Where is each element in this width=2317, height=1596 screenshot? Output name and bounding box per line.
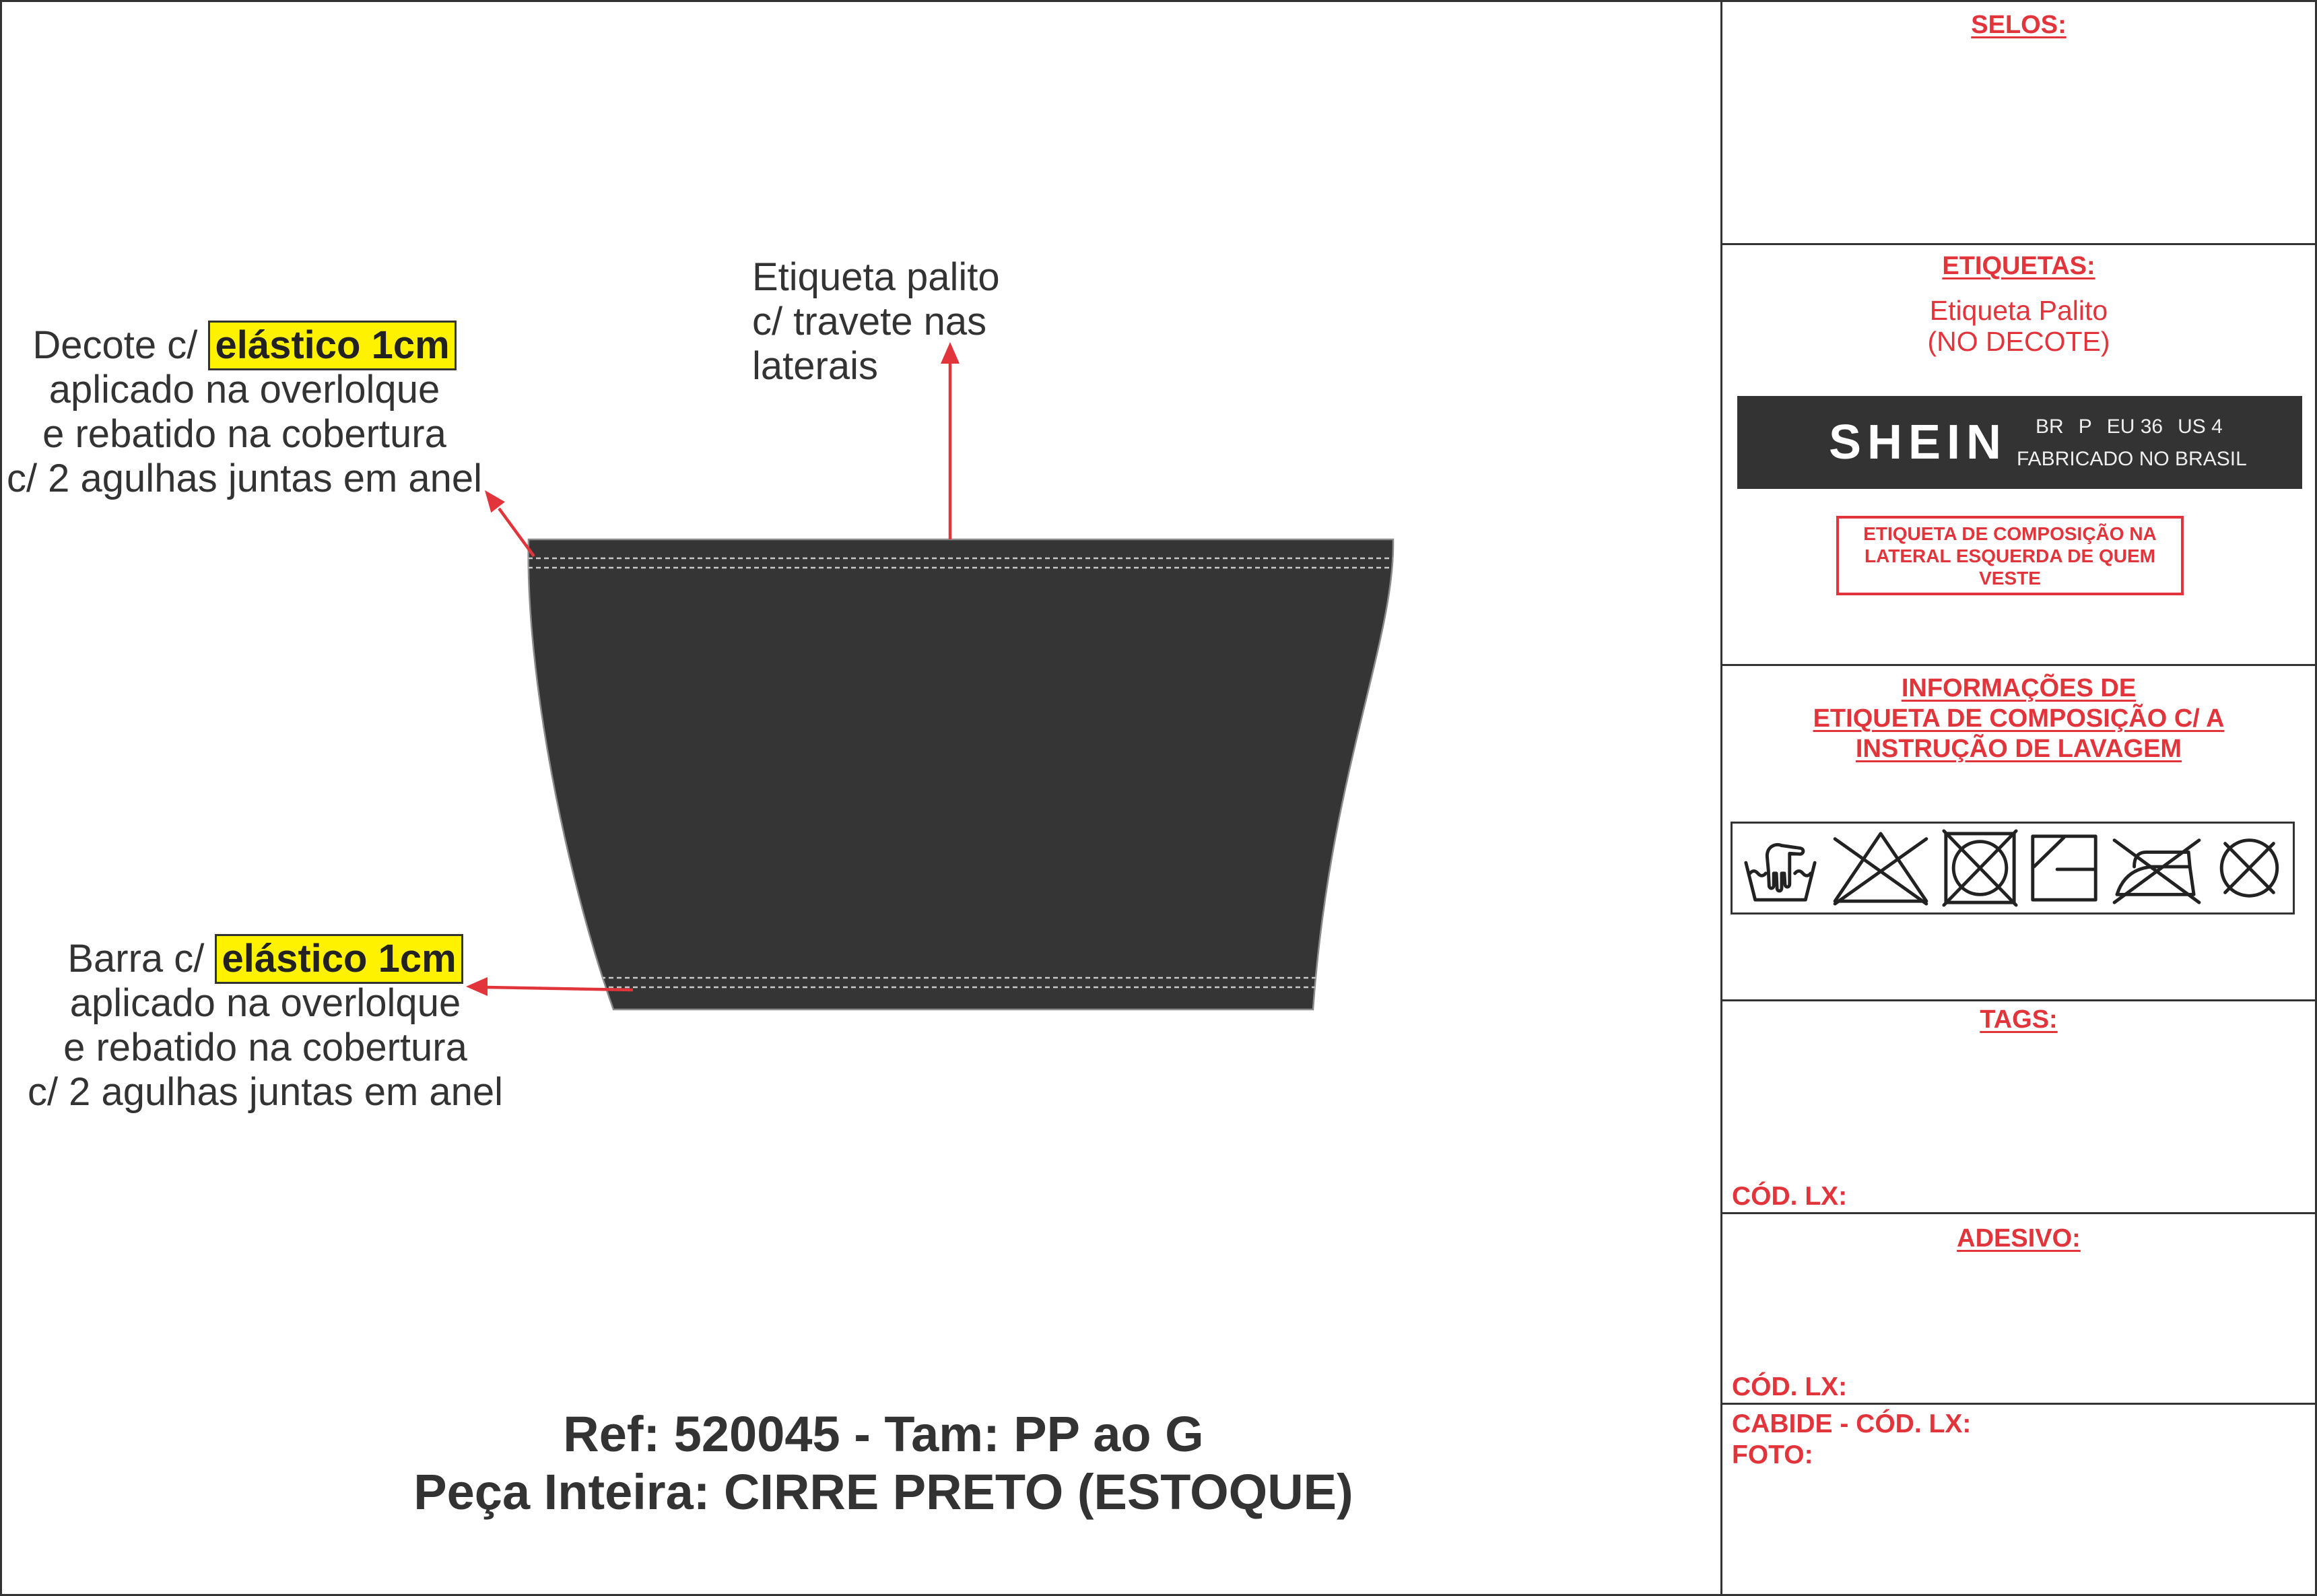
panel-divider	[1720, 1212, 2317, 1214]
neckline-note-line: aplicado na overlolque	[48, 368, 440, 411]
composition-title-line: INSTRUÇÃO DE LAVAGEM	[1855, 735, 2182, 763]
adesivo-code-label: CÓD. LX:	[1732, 1372, 1848, 1401]
tags-code-label: CÓD. LX:	[1732, 1182, 1848, 1211]
reference-line: Ref: 520045 - Tam: PP ao G	[563, 1406, 1204, 1462]
do-not-tumble-dry-icon	[1941, 828, 2019, 908]
label-note-line: Etiqueta palito	[752, 255, 1000, 299]
size-value: P	[2078, 415, 2092, 438]
etiquetas-description	[1722, 295, 2315, 357]
composition-note-box	[1836, 516, 2184, 595]
composition-info-title	[1722, 673, 2315, 764]
adesivo-title-text: ADESIVO:	[1957, 1224, 2081, 1253]
etiquetas-title	[1722, 251, 2315, 281]
etiquetas-line: Etiqueta Palito	[1929, 295, 2108, 326]
neckline-arrow	[485, 490, 534, 556]
panel-divider	[1720, 1403, 2317, 1405]
etiquetas-line: (NO DECOTE)	[1927, 326, 2110, 357]
etiquetas-title-text: ETIQUETAS:	[1942, 252, 2095, 280]
tags-title-text: TAGS:	[1980, 1005, 2058, 1034]
neckline-note-first-line	[0, 323, 489, 368]
hem-note-line: aplicado na overlolque	[69, 981, 461, 1025]
panel-divider	[1720, 999, 2317, 1001]
brand-label	[1737, 396, 2302, 489]
label-note-line: c/ travete nas	[752, 300, 987, 343]
care-symbols	[1731, 822, 2295, 915]
brand-sizes	[2036, 415, 2223, 439]
hanger-code-label: CABIDE - CÓD. LX:	[1732, 1409, 1972, 1438]
do-not-dry-clean-icon	[2214, 828, 2285, 908]
garment-body	[529, 539, 1393, 1009]
brand-logo: SHEIN	[1829, 415, 2008, 469]
neckline-note-line: c/ 2 agulhas juntas em anel	[6, 457, 483, 500]
composition-note-line: VESTE	[1979, 567, 2041, 589]
hand-wash-icon	[1741, 828, 1820, 908]
footer-info	[277, 1405, 1489, 1521]
size-eu: EU 36	[2106, 415, 2163, 438]
panel-divider-vertical	[1720, 0, 1722, 1596]
composition-note-line: LATERAL ESQUERDA DE QUEM	[1865, 545, 2155, 566]
composition-title-line: ETIQUETA DE COMPOSIÇÃO C/ A	[1813, 704, 2225, 733]
size-us: US 4	[2178, 415, 2223, 438]
hem-elastic-highlight: elástico 1cm	[215, 934, 463, 984]
hem-note-line: e rebatido na cobertura	[63, 1026, 467, 1069]
neckline-note-prefix: Decote c/	[32, 323, 209, 367]
size-br: BR	[2036, 415, 2064, 438]
made-in-text: FABRICADO NO BRASIL	[2017, 448, 2247, 470]
adesivo-title	[1722, 1224, 2315, 1253]
hem-note	[9, 937, 521, 1115]
fabric-line: Peça Inteira: CIRRE PRETO (ESTOQUE)	[413, 1464, 1353, 1520]
panel-divider	[1720, 243, 2317, 245]
do-not-iron-icon	[2110, 828, 2204, 908]
hem-note-prefix: Barra c/	[67, 937, 215, 980]
selos-title-text: SELOS:	[1971, 11, 2067, 39]
do-not-bleach-icon	[1830, 828, 1931, 908]
hem-note-line: c/ 2 agulhas juntas em anel	[27, 1070, 504, 1114]
label-note	[752, 255, 1000, 389]
hem-note-first-line	[9, 937, 521, 981]
panel-divider	[1720, 664, 2317, 666]
composition-note-line: ETIQUETA DE COMPOSIÇÃO NA	[1863, 523, 2157, 544]
label-note-line: laterais	[752, 344, 878, 388]
neckline-note	[0, 323, 489, 501]
neckline-elastic-highlight: elástico 1cm	[208, 321, 456, 370]
neckline-note-line: e rebatido na cobertura	[42, 412, 446, 456]
dry-in-shade-icon	[2029, 828, 2100, 908]
photo-label: FOTO:	[1732, 1440, 1813, 1469]
tags-title	[1722, 1005, 2315, 1034]
composition-title-line: INFORMAÇÕES DE	[1901, 674, 2137, 702]
selos-title	[1722, 10, 2315, 40]
